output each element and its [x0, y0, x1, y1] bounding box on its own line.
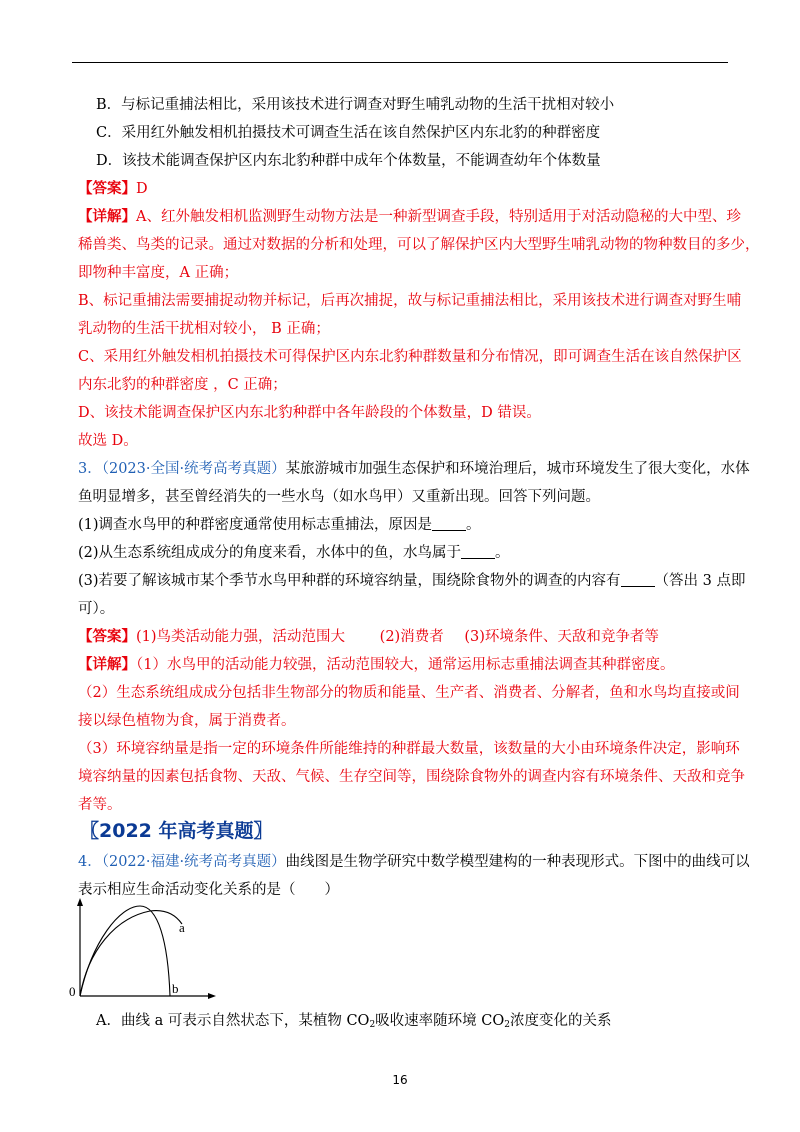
question-source: （2022·福建·统考高考真题） [101, 854, 286, 870]
detail-q3-line [78, 655, 674, 675]
question-text: 某旅游城市加强生态保护和环境治理后，城市环境发生了很大变化，水体 [285, 461, 750, 477]
answer-blank[interactable] [621, 572, 655, 587]
part-text: (3)若要了解该城市某个季节水鸟甲种群的环境容纳量，围绕除食物外的调查的内容有 [78, 573, 621, 589]
detail-tag: 【详解】 [78, 656, 136, 673]
detail-q2-line [78, 207, 741, 227]
part-end: 。 [495, 545, 510, 561]
detail-text: A、红外触发相机监测野生动物方法是一种新型调查手段，特别适用于对活动隐秘的大中型、珍 [136, 209, 741, 225]
answer-tag: 【答案】 [78, 628, 136, 645]
question-4-stem-cont: 表示相应生命活动变化关系的是（ ） [78, 882, 339, 898]
question-3-part-3-cont: 可）。 [78, 601, 115, 617]
header-rule [72, 62, 728, 63]
answer-value: D [136, 181, 148, 197]
option-d: D．该技术能调查保护区内东北豹种群中成年个体数量，不能调查幼年个体数量 [96, 153, 601, 169]
origin-label: 0 [69, 984, 76, 999]
question-3-stem [78, 459, 750, 479]
answer-tag: 【答案】 [78, 180, 136, 197]
question-number: 3． [78, 461, 102, 477]
option-text: 浓度变化的关系 [510, 1013, 612, 1029]
option-text: A．曲线 a 可表示自然状态下，某植物 CO [96, 1013, 370, 1029]
part-end: 。 [466, 517, 481, 533]
page-number: 16 [392, 1073, 408, 1087]
detail-q2-line: 即物种丰富度，A 正确； [78, 265, 239, 281]
x-axis-arrow [208, 993, 216, 999]
answer-part-2: (2)消费者 [379, 629, 444, 645]
question-text: 曲线图是生物学研究中数学模型建构的一种表现形式。下图中的曲线可以 [285, 854, 750, 870]
answer-part-3: (3)环境条件、天敌和竞争者等 [464, 629, 659, 645]
detail-q2-line: D、该技术能调查保护区内东北豹种群中各年龄段的个体数量，D 错误。 [78, 405, 541, 421]
curve-a-label: a [179, 920, 185, 935]
question-3-stem-cont: 鱼明显增多，甚至曾经消失的一些水鸟（如水鸟甲）又重新出现。回答下列问题。 [78, 489, 600, 505]
detail-q3-line: 者等。 [78, 797, 122, 813]
section-heading: 〖2022 年高考真题〗 [80, 820, 273, 842]
question-4-option-a [96, 1011, 612, 1035]
detail-q3-line: 境容纳量的因素包括食物、天敌、气候、生存空间等，围绕除食物外的调查内容有环境条件、天敌和竞争 [78, 769, 745, 785]
answer-part-1: (1)鸟类活动能力强，活动范围大 [136, 629, 346, 645]
detail-text: （1）水鸟甲的活动能力较强，活动范围较大，通常运用标志重捕法调查其种群密度。 [136, 657, 675, 673]
detail-q2-line: 乳动物的生活干扰相对较小， B 正确； [78, 321, 330, 337]
answer-blank[interactable] [432, 516, 466, 531]
question-source: （2023·全国·统考高考真题） [101, 461, 286, 477]
curve-b-label: b [172, 981, 179, 996]
curve-b [80, 906, 170, 996]
option-text: 吸收速率随环境 CO [375, 1013, 505, 1029]
detail-q2-line: B、标记重捕法需要捕捉动物并标记，后再次捕捉，故与标记重捕法相比，采用该技术进行调查对野生哺 [78, 293, 742, 309]
option-c: C．采用红外触发相机拍摄技术可调查生活在该自然保护区内东北豹的种群密度 [96, 125, 601, 141]
part-text: (2)从生态系统组成成分的角度来看，水体中的鱼，水鸟属于 [78, 545, 462, 561]
y-axis-arrow [77, 898, 83, 906]
subscript: 2 [369, 1020, 376, 1030]
part-text: (1)调查水鸟甲的种群密度通常使用标志重捕法，原因是 [78, 517, 433, 533]
question-number: 4． [78, 854, 102, 870]
detail-tag: 【详解】 [78, 208, 136, 225]
detail-q2-line: 故选 D。 [78, 433, 138, 449]
answer-blank[interactable] [461, 544, 495, 559]
subscript: 2 [504, 1020, 510, 1030]
question-3-part-3 [78, 571, 746, 591]
detail-q3-line: （2）生态系统组成成分包括非生物部分的物质和能量、生产者、消费者、分解者，鱼和水鸟均直接或间 [78, 685, 740, 701]
answer-q3 [78, 627, 659, 647]
part-end: （答出 3 点即 [654, 573, 746, 589]
detail-q2-line: 稀兽类、鸟类的记录。通过对数据的分析和处理，可以了解保护区内大型野生哺乳动物的物种数目的多少， [78, 237, 760, 253]
curve-graph [70, 896, 220, 1000]
answer-q2 [78, 179, 148, 199]
option-b: B．与标记重捕法相比，采用该技术进行调查对野生哺乳动物的生活干扰相对较小 [96, 97, 615, 113]
question-4-stem [78, 852, 750, 872]
question-3-part-1 [78, 515, 481, 535]
question-3-part-2 [78, 543, 510, 563]
detail-q2-line: C、采用红外触发相机拍摄技术可得保护区内东北豹种群数量和分布情况，即可调查生活在该自然保护区 [78, 349, 742, 365]
detail-q2-line: 内东北豹的种群密度 ，C 正确； [78, 377, 287, 393]
detail-q3-line: （3）环境容纳量是指一定的环境条件所能维持的种群最大数量，该数量的大小由环境条件决定，影响环 [78, 741, 740, 757]
detail-q3-line: 接以绿色植物为食，属于消费者。 [78, 713, 296, 729]
